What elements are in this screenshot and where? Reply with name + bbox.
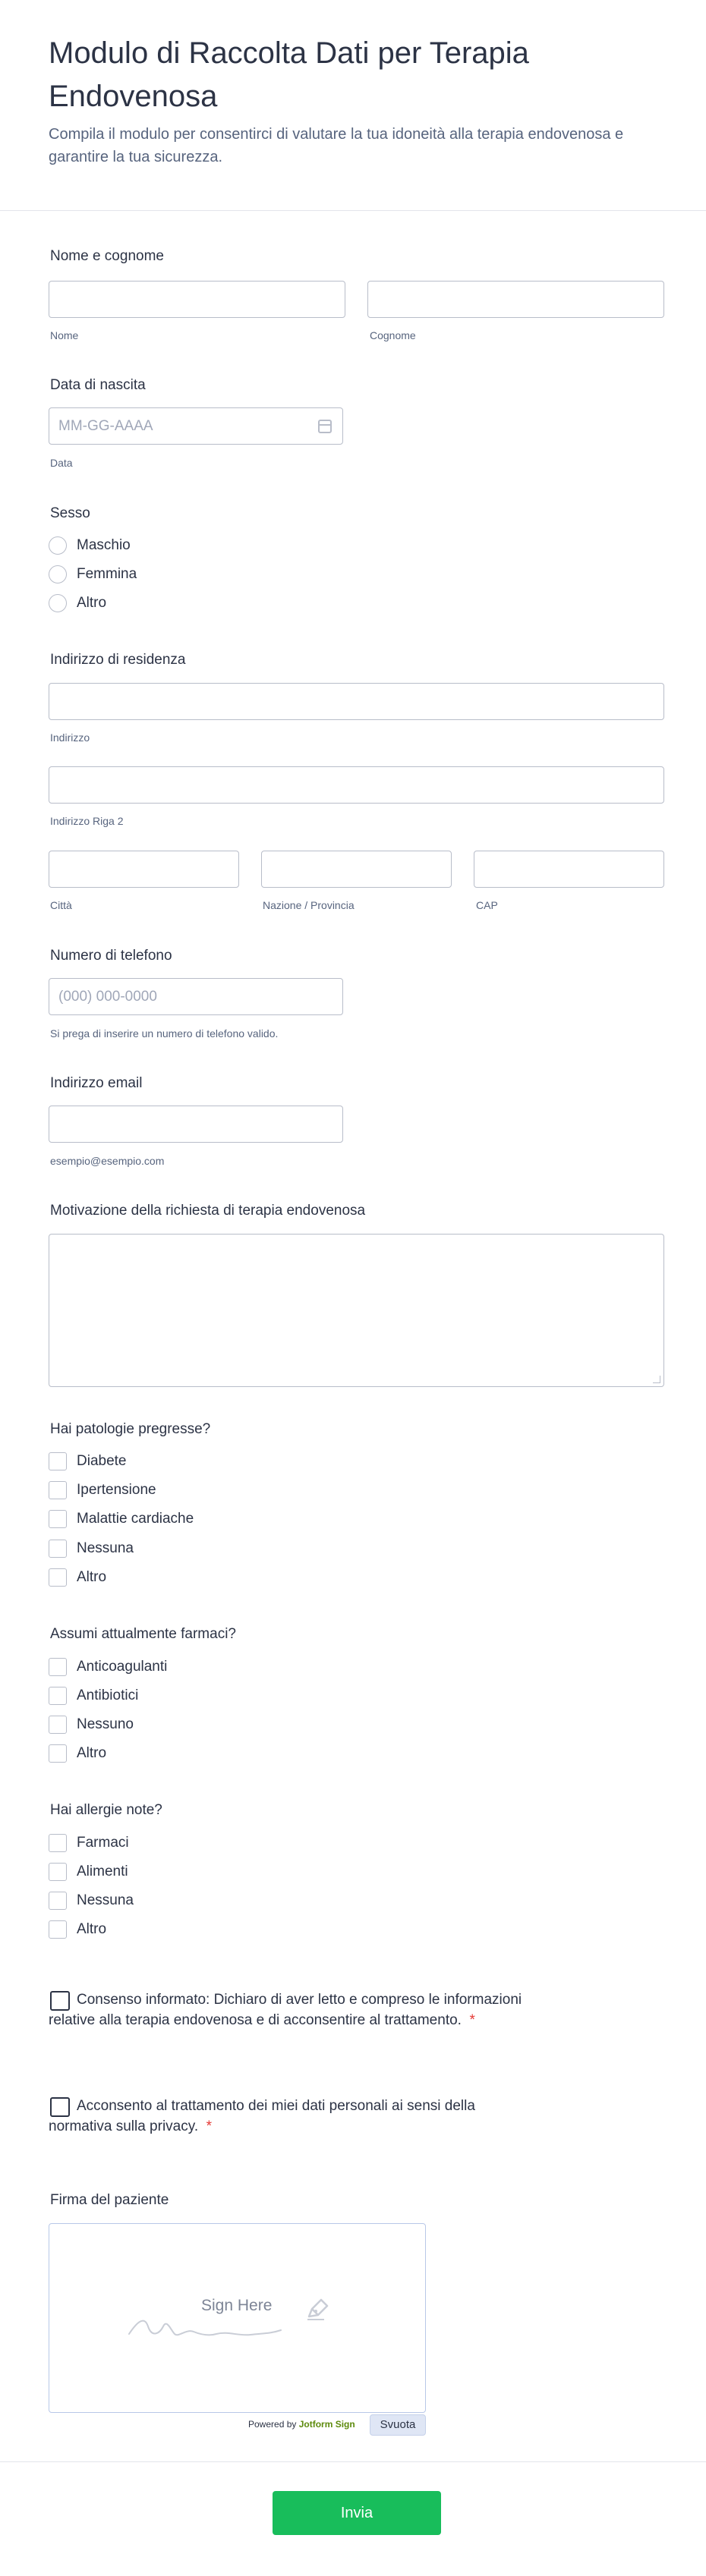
conditions-option-label: Malattie cardiache — [77, 1511, 194, 1527]
gender-option-label: Femmina — [77, 566, 137, 582]
powered-by-text — [248, 2419, 355, 2430]
dob-label: Data di nascita — [50, 377, 146, 393]
required-asterisk: * — [206, 2118, 213, 2134]
medications-checkbox-nessuno[interactable] — [49, 1716, 67, 1734]
state-input[interactable] — [261, 851, 452, 888]
first-name-sublabel: Nome — [50, 329, 79, 341]
resize-handle-icon[interactable] — [653, 1376, 660, 1383]
address-label: Indirizzo di residenza — [50, 652, 186, 668]
allergies-option-label: Alimenti — [77, 1864, 128, 1879]
medications-option-label: Antibiotici — [77, 1687, 139, 1703]
allergies-label: Hai allergie note? — [50, 1802, 162, 1818]
informed-consent-line1: Consenso informato: Dichiaro di aver letto e compreso le informazioni — [77, 1992, 522, 2008]
sign-here-text: Sign Here — [201, 2297, 273, 2314]
conditions-option-label: Altro — [77, 1569, 107, 1585]
last-name-input[interactable] — [367, 281, 664, 318]
conditions-checkbox-ipertensione[interactable] — [49, 1481, 67, 1499]
medications-option-label: Anticoagulanti — [77, 1659, 168, 1675]
gender-radio-altro[interactable] — [49, 594, 67, 612]
medications-checkbox-altro[interactable] — [49, 1744, 67, 1763]
gender-option-label: Maschio — [77, 537, 131, 553]
address-line2-sublabel: Indirizzo Riga 2 — [50, 815, 124, 827]
first-name-input[interactable] — [49, 281, 345, 318]
allergies-checkbox-nessuna[interactable] — [49, 1892, 67, 1910]
medications-option-label: Altro — [77, 1745, 107, 1761]
conditions-checkbox-altro[interactable] — [49, 1568, 67, 1587]
informed-consent-checkbox[interactable] — [50, 1991, 70, 2011]
phone-sublabel: Si prega di inserire un numero di telefono valido. — [50, 1027, 279, 1040]
conditions-option-label: Ipertensione — [77, 1482, 156, 1498]
informed-consent-line2 — [49, 2010, 626, 2031]
form-description: Compila il modulo per consentirci di valutare la tua idoneità alla terapia endovenosa e garantire la tua sicurezza. — [49, 126, 624, 165]
dob-placeholder: MM-GG-AAAA — [58, 418, 153, 434]
phone-input[interactable] — [49, 978, 343, 1015]
gender-label: Sesso — [50, 505, 90, 521]
name-label: Nome e cognome — [50, 248, 164, 264]
address-line2-input[interactable] — [49, 766, 664, 804]
gender-radio-maschio[interactable] — [49, 536, 67, 555]
gender-option-label: Altro — [77, 595, 107, 611]
gender-radio-femmina[interactable] — [49, 565, 67, 583]
signature-pad[interactable] — [49, 2223, 426, 2413]
required-asterisk: * — [469, 2012, 475, 2028]
last-name-sublabel: Cognome — [370, 329, 416, 341]
submit-button[interactable]: Invia — [273, 2491, 441, 2535]
conditions-option-label: Diabete — [77, 1453, 127, 1469]
motivation-label: Motivazione della richiesta di terapia endovenosa — [50, 1203, 366, 1219]
dob-sublabel: Data — [50, 457, 73, 469]
address-line1-sublabel: Indirizzo — [50, 731, 90, 744]
medications-label: Assumi attualmente farmaci? — [50, 1626, 236, 1642]
zip-input[interactable] — [474, 851, 664, 888]
address-line1-input[interactable] — [49, 683, 664, 720]
privacy-consent-line1: Acconsento al trattamento dei miei dati personali ai sensi della — [77, 2098, 475, 2114]
conditions-label: Hai patologie pregresse? — [50, 1421, 211, 1437]
allergies-checkbox-altro[interactable] — [49, 1920, 67, 1939]
allergies-option-label: Altro — [77, 1921, 107, 1937]
privacy-consent-checkbox[interactable] — [50, 2097, 70, 2117]
form-header — [0, 0, 706, 211]
signature-label: Firma del paziente — [50, 2192, 169, 2208]
city-sublabel: Città — [50, 899, 72, 911]
jotform-sign-logo: Jotform Sign — [298, 2419, 355, 2430]
city-input[interactable] — [49, 851, 239, 888]
privacy-consent-line2 — [49, 2116, 626, 2137]
motivation-textarea[interactable] — [49, 1234, 664, 1387]
state-sublabel: Nazione / Provincia — [263, 899, 355, 911]
medications-option-label: Nessuno — [77, 1716, 134, 1732]
allergies-checkbox-alimenti[interactable] — [49, 1863, 67, 1881]
medications-checkbox-antibiotici[interactable] — [49, 1687, 67, 1705]
allergies-option-label: Farmaci — [77, 1835, 129, 1851]
form-title: Modulo di Raccolta Dati per Terapia Endovenosa — [49, 36, 529, 113]
phone-label: Numero di telefono — [50, 948, 172, 964]
pen-icon — [304, 2297, 330, 2323]
allergies-option-label: Nessuna — [77, 1892, 134, 1908]
dob-input[interactable] — [49, 407, 343, 445]
conditions-checkbox-nessuna[interactable] — [49, 1540, 67, 1558]
conditions-option-label: Nessuna — [77, 1540, 134, 1556]
zip-sublabel: CAP — [476, 899, 498, 911]
privacy-consent-text: normativa sulla privacy. — [49, 2118, 199, 2134]
conditions-checkbox-diabete[interactable] — [49, 1452, 67, 1470]
email-label: Indirizzo email — [50, 1075, 143, 1091]
clear-signature-button[interactable]: Svuota — [370, 2414, 426, 2436]
form-footer — [0, 2461, 706, 2576]
informed-consent-text: relative alla terapia endovenosa e di acconsentire al trattamento. — [49, 2012, 462, 2028]
conditions-checkbox-malattie-cardiache[interactable] — [49, 1510, 67, 1528]
powered-by-prefix: Powered by — [248, 2419, 299, 2430]
email-input[interactable] — [49, 1106, 343, 1143]
medications-checkbox-anticoagulanti[interactable] — [49, 1658, 67, 1676]
allergies-checkbox-farmaci[interactable] — [49, 1834, 67, 1852]
calendar-icon[interactable] — [318, 420, 332, 433]
email-sublabel: esempio@esempio.com — [50, 1155, 165, 1167]
phone-placeholder: (000) 000-0000 — [58, 989, 157, 1005]
